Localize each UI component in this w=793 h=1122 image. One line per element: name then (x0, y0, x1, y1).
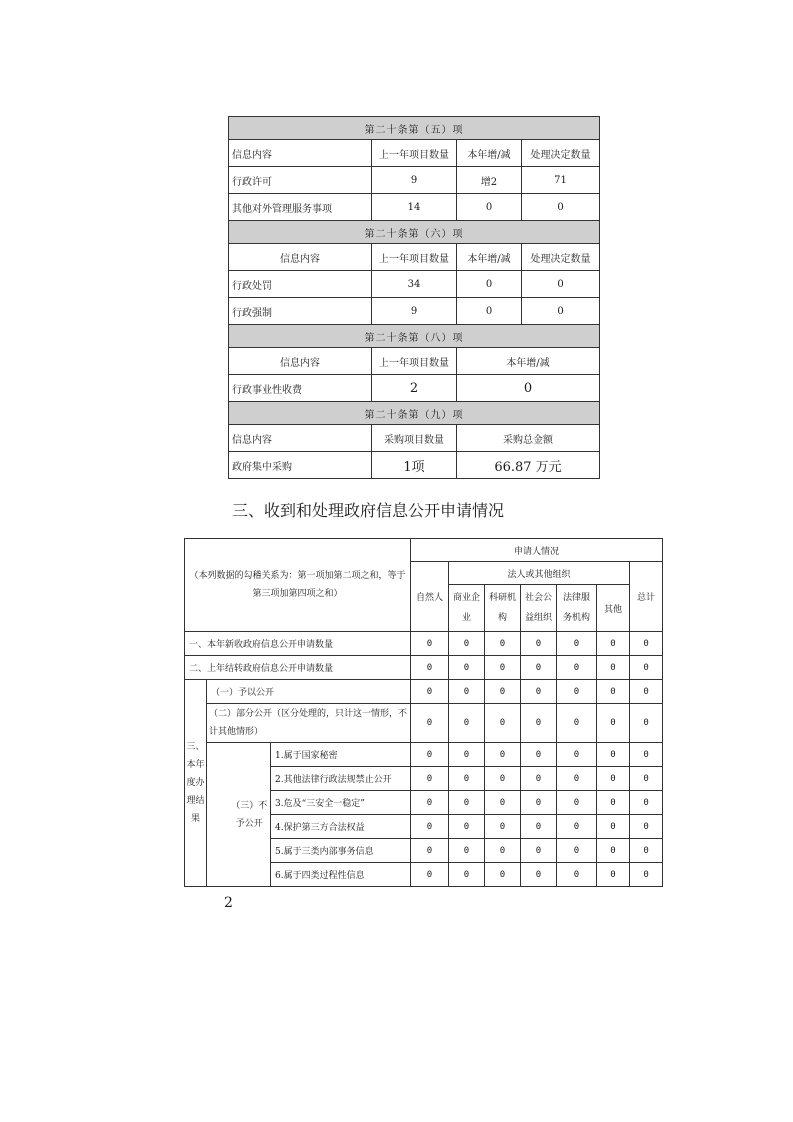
cell-value: 0 (449, 680, 485, 704)
header-prev-year-count: 上一年项目数量 (372, 140, 457, 167)
cell-value: 0 (485, 704, 521, 743)
cell-value: 0 (411, 632, 449, 656)
section-8-header (229, 325, 600, 348)
org-type-other: 其他 (597, 585, 630, 632)
section-8-column-headers (229, 348, 600, 375)
table-row (229, 452, 600, 479)
header-change: 本年增/减 (457, 140, 522, 167)
row-label: 二、上年结转政府信息公开申请数量 (185, 656, 411, 680)
cell-value: 0 (597, 839, 630, 863)
cell-value: 0 (630, 839, 663, 863)
section-9-header (229, 402, 600, 425)
cell-value: 34 (372, 271, 457, 298)
cell-value: 0 (557, 743, 597, 767)
cell-value: 0 (485, 839, 521, 863)
org-type-legal-service: 法律服务机构 (557, 585, 597, 632)
header-info-content: 信息内容 (229, 140, 372, 167)
cell-value: 0 (449, 791, 485, 815)
header-decision-count: 处理决定数量 (522, 140, 600, 167)
row-label: 6.属于四类过程性信息 (271, 863, 411, 887)
cell-value: 0 (485, 863, 521, 887)
cell-value: 66.87 万元 (457, 452, 600, 479)
row-label: 1.属于国家秘密 (271, 743, 411, 767)
cell-value: 0 (597, 632, 630, 656)
natural-person-header: 自然人 (411, 562, 449, 632)
cell-value: 0 (449, 632, 485, 656)
cell-value: 0 (521, 863, 557, 887)
cell-value: 0 (521, 791, 557, 815)
applicant-header: 申请人情况 (411, 539, 663, 562)
cell-value: 0 (630, 680, 663, 704)
header-change: 本年增/减 (457, 244, 522, 271)
cell-value: 2 (372, 375, 457, 402)
cell-value: 0 (411, 656, 449, 680)
cell-value: 0 (449, 767, 485, 791)
cell-value: 0 (449, 704, 485, 743)
cell-value: 0 (630, 632, 663, 656)
cell-value: 0 (411, 680, 449, 704)
row-label: 2.其他法律行政法规禁止公开 (271, 767, 411, 791)
cell-value: 0 (449, 815, 485, 839)
section-6-column-headers (229, 244, 600, 271)
table-row (229, 375, 600, 402)
cell-value: 0 (449, 863, 485, 887)
cell-value: 0 (485, 680, 521, 704)
table-row (185, 656, 663, 680)
cell-value: 0 (521, 767, 557, 791)
table-row (185, 632, 663, 656)
header-prev-year-count: 上一年项目数量 (372, 348, 457, 375)
row-label: 行政处罚 (229, 271, 372, 298)
cell-value: 9 (372, 298, 457, 325)
cell-value: 0 (630, 656, 663, 680)
cell-value: 0 (630, 743, 663, 767)
cell-value: 0 (457, 194, 522, 221)
legal-group-header: 法人或其他组织 (449, 562, 630, 585)
row-label: 3.危及“三安全一稳定” (271, 791, 411, 815)
header-info-content: 信息内容 (229, 425, 372, 452)
cell-value: 0 (411, 791, 449, 815)
cell-value: 0 (485, 767, 521, 791)
cell-value: 0 (522, 194, 600, 221)
cell-value: 0 (522, 271, 600, 298)
cell-value: 0 (457, 271, 522, 298)
section-heading: 三、收到和处理政府信息公开申请情况 (232, 501, 505, 520)
cell-value: 0 (449, 839, 485, 863)
header-change: 本年增/减 (457, 348, 600, 375)
cell-value: 0 (597, 743, 630, 767)
header-purchase-amount: 采购总金额 (457, 425, 600, 452)
article-20-table (228, 116, 600, 479)
header-info-content: 信息内容 (229, 348, 372, 375)
cell-value: 0 (485, 791, 521, 815)
table-row (229, 298, 600, 325)
cell-value: 0 (521, 839, 557, 863)
row-label: 一、本年新收政府信息公开申请数量 (185, 632, 411, 656)
cell-value: 0 (630, 704, 663, 743)
cell-value: 0 (485, 815, 521, 839)
cell-value: 0 (557, 680, 597, 704)
cell-value: 0 (521, 815, 557, 839)
cell-value: 增2 (457, 167, 522, 194)
cell-value: 0 (597, 791, 630, 815)
spacer-cell (207, 743, 229, 887)
header-info-content: 信息内容 (229, 244, 372, 271)
cell-value: 0 (411, 704, 449, 743)
header-decision-count: 处理决定数量 (522, 244, 600, 271)
cell-value: 0 (485, 656, 521, 680)
not-disclosed-label: （三）不予公开 (229, 743, 271, 887)
header-purchase-count: 采购项目数量 (372, 425, 457, 452)
row-label: 行政许可 (229, 167, 372, 194)
cell-value: 0 (597, 656, 630, 680)
section-3-label: 三、本年度办理结果 (185, 680, 207, 887)
cell-value: 0 (630, 767, 663, 791)
cell-value: 0 (557, 767, 597, 791)
cell-value: 0 (597, 863, 630, 887)
org-type-public-welfare: 社会公益组织 (521, 585, 557, 632)
cell-value: 14 (372, 194, 457, 221)
table-row (229, 271, 600, 298)
row-label: （二）部分公开（区分处理的，只计这一情形，不计其他情形） (207, 704, 411, 743)
section-5-column-headers (229, 140, 600, 167)
section-5-header (229, 117, 600, 140)
cell-value: 0 (630, 791, 663, 815)
cell-value: 0 (521, 632, 557, 656)
applications-table (184, 538, 663, 887)
table-row (185, 680, 663, 704)
org-type-research: 科研机构 (485, 585, 521, 632)
section-5-title: 第二十条第（五）项 (229, 117, 600, 140)
cell-value: 0 (557, 863, 597, 887)
cell-value: 0 (411, 743, 449, 767)
cell-value: 0 (411, 839, 449, 863)
row-label: 其他对外管理服务事项 (229, 194, 372, 221)
cell-value: 0 (521, 680, 557, 704)
cell-value: 0 (522, 298, 600, 325)
row-label: 行政事业性收费 (229, 375, 372, 402)
table-row (185, 704, 663, 743)
cell-value: 0 (449, 743, 485, 767)
cell-value: 0 (485, 632, 521, 656)
row-label: 5.属于三类内部事务信息 (271, 839, 411, 863)
cell-value: 9 (372, 167, 457, 194)
cell-value: 0 (557, 815, 597, 839)
cell-value: 0 (457, 375, 600, 402)
cell-value: 0 (597, 680, 630, 704)
page-number: 2 (224, 895, 233, 911)
row-label: （一）予以公开 (207, 680, 411, 704)
section-6-title: 第二十条第（六）项 (229, 221, 600, 244)
row-label: 行政强制 (229, 298, 372, 325)
cell-value: 0 (630, 815, 663, 839)
cell-value: 0 (449, 656, 485, 680)
cell-value: 0 (557, 632, 597, 656)
cell-value: 0 (597, 704, 630, 743)
total-header: 总计 (630, 562, 663, 632)
table-row (185, 743, 663, 767)
cell-value: 0 (557, 791, 597, 815)
cell-value: 0 (557, 704, 597, 743)
org-type-commercial: 商业企业 (449, 585, 485, 632)
cell-value: 0 (521, 743, 557, 767)
cell-value: 0 (521, 656, 557, 680)
row-label: 政府集中采购 (229, 452, 372, 479)
table-row (229, 167, 600, 194)
section-6-header (229, 221, 600, 244)
cell-value: 0 (485, 743, 521, 767)
cell-value: 0 (521, 704, 557, 743)
header-prev-year-count: 上一年项目数量 (372, 244, 457, 271)
cell-value: 0 (597, 767, 630, 791)
cell-value: 1项 (372, 452, 457, 479)
cell-value: 0 (597, 815, 630, 839)
table-row (229, 194, 600, 221)
row-label: 4.保护第三方合法权益 (271, 815, 411, 839)
cell-value: 71 (522, 167, 600, 194)
section-9-title: 第二十条第（九）项 (229, 402, 600, 425)
cell-value: 0 (557, 656, 597, 680)
header-row-1 (185, 539, 663, 562)
formula-note: （本列数据的勾稽关系为：第一项加第二项之和，等于第三项加第四项之和） (185, 539, 411, 632)
section-8-title: 第二十条第（八）项 (229, 325, 600, 348)
cell-value: 0 (630, 863, 663, 887)
cell-value: 0 (411, 767, 449, 791)
cell-value: 0 (411, 815, 449, 839)
cell-value: 0 (457, 298, 522, 325)
cell-value: 0 (411, 863, 449, 887)
section-9-column-headers (229, 425, 600, 452)
cell-value: 0 (557, 839, 597, 863)
